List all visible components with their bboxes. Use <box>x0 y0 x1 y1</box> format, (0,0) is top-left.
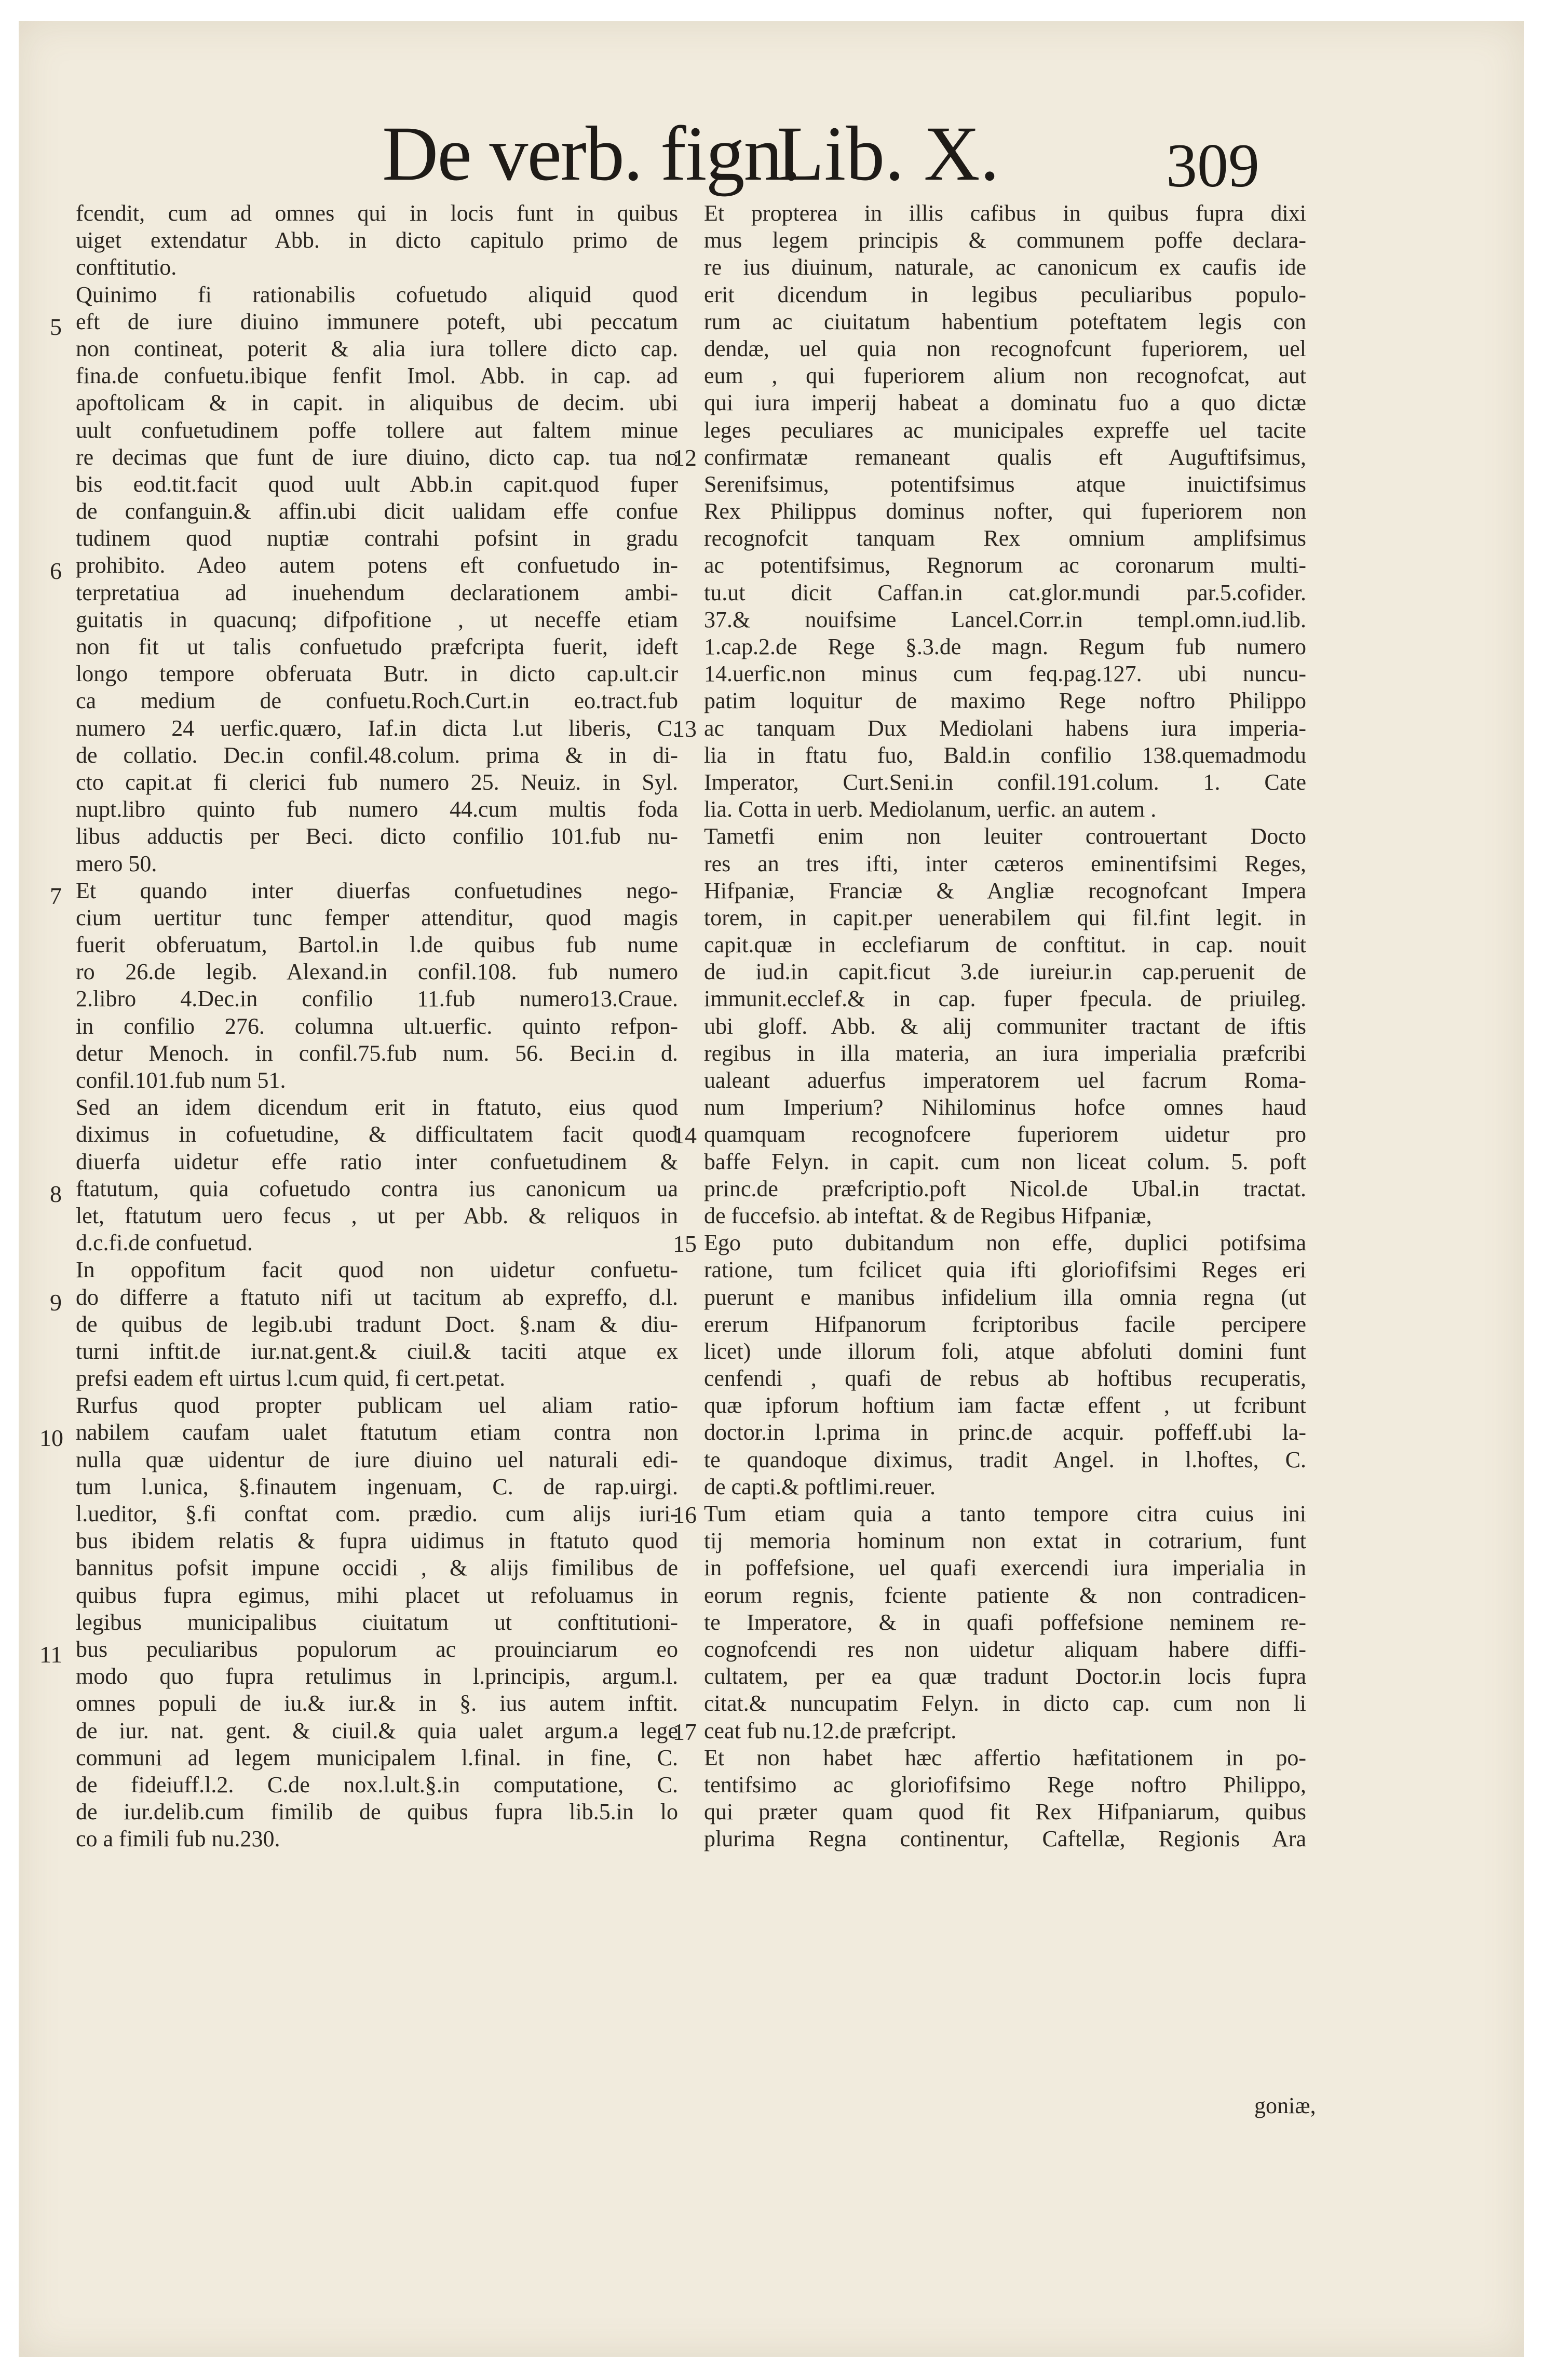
text-line: co a fimili fub nu.230. <box>76 1826 280 1852</box>
text-line: omnes populi de iu.& iur.& in §. ius autem inftit. <box>76 1691 678 1716</box>
text-line: detur Menoch. in confil.75.fub num. 56. Beci.in d. <box>76 1040 678 1066</box>
text-line: fuerit obferuatum, Bartol.in l.de quibus fub nume <box>76 932 678 958</box>
text-line: quamquam recognofcere fuperiorem uidetur pro <box>704 1121 1306 1147</box>
text-line: cto capit.at fi clerici fub numero 25. Neuiz. in Syl. <box>76 769 678 795</box>
text-line: doctor.in l.prima in princ.de acquir. poffeff.ubi la- <box>704 1419 1306 1445</box>
text-line: conftitutio. <box>76 254 177 280</box>
text-line: te quandoque diximus, tradit Angel. in l.hoftes, C. <box>704 1446 1306 1472</box>
text-line: tu.ut dicit Caffan.in cat.glor.mundi par.5.cofider. <box>704 579 1306 605</box>
text-line: ceat fub nu.12.de præfcript. <box>704 1718 957 1743</box>
text-line: eft de iure diuino immunere poteft, ubi peccatum <box>76 308 678 334</box>
margin-number: 14 <box>673 1122 697 1148</box>
text-line: res an tres ifti, inter cæteros eminentifsimi Reges, <box>704 850 1306 876</box>
text-line: plurima Regna continentur, Caftellæ, Regionis Ara <box>704 1826 1306 1852</box>
text-line: non fit ut talis confuetudo præfcripta fuerit, ideft <box>76 634 678 659</box>
page-number: 309 <box>1166 131 1259 200</box>
margin-number: 10 <box>39 1425 63 1451</box>
text-line: longo tempore obferuata Butr. in dicto cap.ult.cir <box>76 661 678 687</box>
text-line: nabilem caufam ualet ftatutum etiam contra non <box>76 1419 678 1445</box>
running-title: De verb. fign. <box>382 111 801 197</box>
text-line: nupt.libro quinto fub numero 44.cum multis foda <box>76 796 678 822</box>
margin-number: 12 <box>673 444 697 471</box>
text-line: Et non habet hæc affertio hæfitationem in po- <box>704 1745 1306 1770</box>
text-line: Imperator, Curt.Seni.in confil.191.colum. 1. Cate <box>704 769 1306 795</box>
text-line: legibus municipalibus ciuitatum ut conftitutioni- <box>76 1609 678 1635</box>
text-line: communi ad legem municipalem l.final. in fine, C. <box>76 1745 678 1770</box>
text-line: confirmatæ remaneant qualis eft Auguftifsimus, <box>704 444 1306 470</box>
text-line: nulla quæ uidentur de iure diuino uel naturali edi- <box>76 1446 678 1472</box>
text-line: de iur. nat. gent. & ciuil.& quia ualet argum.a lege <box>76 1718 678 1743</box>
text-line: diuerfa uidetur effe ratio inter confuetudinem & <box>76 1148 678 1174</box>
text-line: tudinem quod nuptiæ contrahi pofsint in gradu <box>76 525 678 551</box>
text-line: de collatio. Dec.in confil.48.colum. prima & in di- <box>76 742 678 768</box>
text-line: libus adductis per Beci. dicto confilio 101.fub nu- <box>76 823 678 849</box>
text-line: Serenifsimus, potentifsimus atque inuictifsimus <box>704 471 1306 497</box>
text-line: re ius diuinum, naturale, ac canonicum ex caufis ide <box>704 254 1306 280</box>
text-line: ac tanquam Dux Mediolani habens iura imperia- <box>704 715 1306 741</box>
text-line: apoftolicam & in capit. in aliquibus de decim. ubi <box>76 390 678 416</box>
text-line: mus legem principis & communem poffe declara- <box>704 227 1306 253</box>
text-line: puerunt e manibus infidelium illa omnia regna (ut <box>704 1284 1306 1310</box>
text-line: in confilio 276. columna ult.uerfic. quinto refpon- <box>76 1013 678 1039</box>
margin-number: 13 <box>673 715 697 742</box>
text-line: qui præter quam quod fit Rex Hifpaniarum, quibus <box>704 1799 1306 1825</box>
book-page <box>19 21 1524 2357</box>
text-line: eum , qui fuperiorem alium non recognofcat, aut <box>704 363 1306 389</box>
text-line: lia. Cotta in uerb. Mediolanum, uerfic. an autem . <box>704 796 1157 822</box>
right-text-column <box>704 200 1306 2136</box>
text-line: de capti.& poftlimi.reuer. <box>704 1473 936 1499</box>
book-label: Lib. X. <box>777 111 1000 197</box>
text-line: prefsi eadem eft uirtus l.cum quid, fi cert.petat. <box>76 1365 506 1391</box>
text-line: recognofcit tanquam Rex omnium amplifsimus <box>704 525 1306 551</box>
text-line: de iur.delib.cum fimilib de quibus fupra lib.5.in lo <box>76 1799 678 1825</box>
text-line: Sed an idem dicendum erit in ftatuto, eius quod <box>76 1094 678 1120</box>
margin-number: 17 <box>673 1719 697 1745</box>
margin-number: 9 <box>50 1289 62 1316</box>
text-line: Ego puto dubitandum non effe, duplici potifsima <box>704 1230 1306 1256</box>
text-line: numero 24 uerfic.quæro, Iaf.in dicta l.ut liberis, C. <box>76 715 678 741</box>
text-line: ftatutum, quia cofuetudo contra ius canonicum ua <box>76 1175 678 1201</box>
text-line: tentifsimo ac gloriofifsimo Rege noftro Philippo, <box>704 1772 1306 1797</box>
text-line: ubi gloff. Abb. & alij communiter tractant de iftis <box>704 1013 1306 1039</box>
text-line: baffe Felyn. in capit. cum non liceat colum. 5. poft <box>704 1148 1306 1174</box>
text-line: ca medium de confuetu.Roch.Curt.in eo.tract.fub <box>76 688 678 714</box>
running-head <box>19 99 1524 200</box>
text-line: torem, in capit.per uenerabilem qui fil.fint legit. in <box>704 904 1306 930</box>
text-line: mero 50. <box>76 850 157 876</box>
text-line: Rex Philippus dominus nofter, qui fuperiorem non <box>704 498 1306 524</box>
margin-number: 15 <box>673 1230 697 1257</box>
text-line: de fideiuff.l.2. C.de nox.l.ult.§.in computatione, C. <box>76 1772 678 1797</box>
margin-number: 6 <box>50 558 62 584</box>
text-line: d.c.fi.de confuetud. <box>76 1230 253 1256</box>
text-line: cenfendi , quafi de rebus ab hoftibus recuperatis, <box>704 1365 1306 1391</box>
text-line: uiget extendatur Abb. in dicto capitulo primo de <box>76 227 678 253</box>
text-line: turni inftit.de iur.nat.gent.& ciuil.& taciti atque ex <box>76 1338 678 1364</box>
text-line: cium uertitur tunc femper attenditur, quod magis <box>76 904 678 930</box>
text-line: erit dicendum in legibus peculiaribus populo- <box>704 281 1306 307</box>
margin-number: 8 <box>50 1181 62 1207</box>
text-line: patim loquitur de maximo Rege noftro Philippo <box>704 688 1306 714</box>
text-line: licet) unde illorum foli, atque abfoluti domini funt <box>704 1338 1306 1364</box>
text-line: ratione, tum fcilicet quia ifti gloriofifsimi Reges eri <box>704 1257 1306 1283</box>
text-line: ro 26.de legib. Alexand.in confil.108. fub numero <box>76 959 678 985</box>
text-line: citat.& nuncupatim Felyn. in dicto cap. cum non li <box>704 1691 1306 1716</box>
catchword: goniæ, <box>1254 2093 1316 2118</box>
text-line: tij memoria hominum non extat in cotrarium, funt <box>704 1528 1306 1554</box>
text-line: princ.de præfcriptio.poft Nicol.de Ubal.in tractat. <box>704 1175 1306 1201</box>
text-line: rum ac ciuitatum habentium poteftatem legis con <box>704 308 1306 334</box>
margin-number: 7 <box>50 883 62 909</box>
text-line: uult confuetudinem poffe tollere aut faltem minue <box>76 417 678 443</box>
text-line: re decimas que funt de iure diuino, dicto cap. tua no <box>76 444 678 470</box>
text-line: bus ibidem relatis & fupra uidimus in ftatuto quod <box>76 1528 678 1554</box>
text-line: cultatem, per ea quæ tradunt Doctor.in locis fupra <box>704 1664 1306 1689</box>
text-line: fina.de confuetu.ibique fenfit Imol. Abb. in cap. ad <box>76 363 678 389</box>
text-line: in poffefsione, uel quafi exercendi iura imperialia in <box>704 1555 1306 1581</box>
text-line: prohibito. Adeo autem potens eft confuetudo in- <box>76 552 678 578</box>
text-line: immunit.ecclef.& in cap. fuper fpecula. de priuileg. <box>704 986 1306 1012</box>
text-line: de iud.in capit.ficut 3.de iureiur.in cap.peruenit de <box>704 959 1306 985</box>
text-line: 1.cap.2.de Rege §.3.de magn. Regum fub numero <box>704 634 1306 659</box>
text-line: leges peculiares ac municipales expreffe uel tacite <box>704 417 1306 443</box>
text-line: 37.& nouifsime Lancel.Corr.in templ.omn.iud.lib. <box>704 606 1306 632</box>
text-line: Rurfus quod propter publicam uel aliam ratio- <box>76 1392 678 1418</box>
text-line: confil.101.fub num 51. <box>76 1067 286 1093</box>
left-text-column <box>76 200 678 2136</box>
text-line: de quibus de legib.ubi tradunt Doct. §.nam & diu- <box>76 1311 678 1337</box>
text-line: terpretatiua ad inuehendum declarationem ambi- <box>76 579 678 605</box>
text-line: bus peculiaribus populorum ac prouinciarum eo <box>76 1636 678 1662</box>
margin-number: 11 <box>39 1641 63 1668</box>
text-line: Et propterea in illis cafibus in quibus fupra dixi <box>704 200 1306 226</box>
text-line: dendæ, uel quia non recognofcunt fuperiorem, uel <box>704 335 1306 361</box>
text-line: diximus in cofuetudine, & difficultatem facit quod <box>76 1121 678 1147</box>
text-line: cognofcendi res non uidetur aliquam habere diffi- <box>704 1636 1306 1662</box>
text-line: non contineat, poterit & alia iura tollere dicto cap. <box>76 335 678 361</box>
text-line: 14.uerfic.non minus cum feq.pag.127. ubi nuncu- <box>704 661 1306 687</box>
margin-number: 16 <box>673 1502 697 1528</box>
text-line: Tametfi enim non leuiter controuertant Docto <box>704 823 1306 849</box>
text-line: num Imperium? Nihilominus hofce omnes haud <box>704 1094 1306 1120</box>
text-line: qui iura imperij habeat a dominatu fuo a quo dictæ <box>704 390 1306 416</box>
text-line: l.ueditor, §.fi conftat com. prædio. cum alijs iuri- <box>76 1501 678 1526</box>
text-line: de fuccefsio. ab inteftat. & de Regibus Hifpaniæ, <box>704 1202 1152 1228</box>
text-line: lia in ftatu fuo, Bald.in confilio 138.quemadmodu <box>704 742 1306 768</box>
text-line: Et quando inter diuerfas confuetudines nego- <box>76 877 678 903</box>
text-line: ualeant aduerfus imperatorem uel facrum Roma- <box>704 1067 1306 1093</box>
text-line: quæ ipforum hoftium iam factæ effent , ut fcribunt <box>704 1392 1306 1418</box>
text-line: fcendit, cum ad omnes qui in locis funt in quibus <box>76 200 678 226</box>
text-line: guitatis in quacunq; difpofitione , ut neceffe etiam <box>76 606 678 632</box>
text-line: do differre a ftatuto nifi ut tacitum ab expreffo, d.l. <box>76 1284 678 1310</box>
text-line: In oppofitum facit quod non uidetur confuetu- <box>76 1257 678 1283</box>
text-line: Hifpaniæ, Franciæ & Angliæ recognofcant Impera <box>704 877 1306 903</box>
margin-number: 5 <box>50 314 62 340</box>
text-line: bis eod.tit.facit quod uult Abb.in capit.quod fuper <box>76 471 678 497</box>
text-line: modo quo fupra retulimus in l.principis, argum.l. <box>76 1664 678 1689</box>
text-line: eorum regnis, fciente patiente & non contradicen- <box>704 1582 1306 1608</box>
text-line: de confanguin.& affin.ubi dicit ualidam effe confue <box>76 498 678 524</box>
text-line: let, ftatutum uero fecus , ut per Abb. & reliquos in <box>76 1202 678 1228</box>
text-line: quibus fupra egimus, mihi placet ut refoluamus in <box>76 1582 678 1608</box>
text-line: regibus in illa materia, an iura imperialia præfcribi <box>704 1040 1306 1066</box>
text-line: ererum Hifpanorum fcriptoribus facile percipere <box>704 1311 1306 1337</box>
text-line: capit.quæ in ecclefiarum de conftitut. in cap. nouit <box>704 932 1306 958</box>
text-line: Quinimo fi rationabilis cofuetudo aliquid quod <box>76 281 678 307</box>
text-line: te Imperatore, & in quafi poffefsione neminem re- <box>704 1609 1306 1635</box>
text-line: ac potentifsimus, Regnorum ac coronarum multi- <box>704 552 1306 578</box>
text-line: Tum etiam quia a tanto tempore citra cuius ini <box>704 1501 1306 1526</box>
text-line: bannitus pofsit impune occidi , & alijs fimilibus de <box>76 1555 678 1581</box>
text-line: 2.libro 4.Dec.in confilio 11.fub numero13.Craue. <box>76 986 678 1012</box>
text-line: tum l.unica, §.finautem ingenuam, C. de rap.uirgi. <box>76 1473 678 1499</box>
